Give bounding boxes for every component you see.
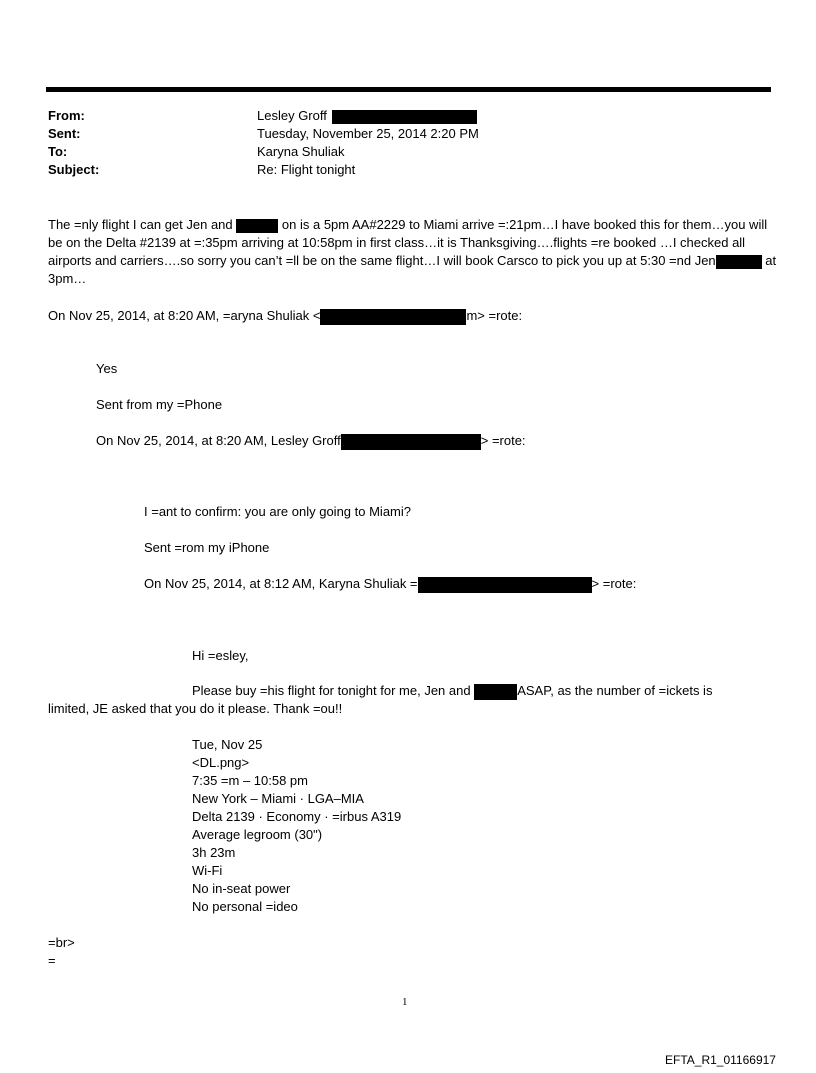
flight-line: No personal =ideo [192, 899, 298, 914]
quote-text: On Nov 25, 2014, at 8:20 AM, =aryna Shuliak < [48, 308, 321, 323]
trailing-markup: = [48, 953, 56, 968]
quote-text: On Nov 25, 2014, at 8:12 AM, Karyna Shuliak = [144, 576, 418, 591]
flight-line: Tue, Nov 25 [192, 737, 263, 752]
request-line-2: limited, JE asked that you do it please. Thank =ou!! [48, 701, 343, 716]
flight-line: Delta 2139 · Economy · =irbus A319 [192, 809, 402, 824]
flight-line: 3h 23m [192, 845, 236, 860]
quote-text: > =rote: [591, 576, 637, 591]
request-line-1 [192, 683, 712, 700]
page-number: 1 [402, 996, 408, 1008]
sent-value: Tuesday, November 25, 2014 2:20 PM [257, 126, 479, 141]
redaction-block [716, 255, 762, 269]
redaction-block [236, 219, 278, 233]
redaction-block [332, 110, 477, 124]
quote-text: On Nov 25, 2014, at 8:20 AM, Lesley Groff [96, 433, 341, 448]
from-value [257, 108, 477, 124]
flight-line: Wi-Fi [192, 863, 223, 878]
subject-label: Subject: [48, 162, 100, 177]
flight-line: No in-seat power [192, 881, 291, 896]
quote-text: m> =rote: [466, 308, 523, 323]
to-value: Karyna Shuliak [257, 144, 345, 159]
confirm-text: I =ant to confirm: you are only going to Miami? [144, 504, 411, 519]
sent-label: Sent: [48, 126, 81, 141]
body-paragraph [48, 216, 778, 288]
body-text: on is a 5pm AA#2229 to Miami arrive =:21pm…I have booked this for them…you will be on the Delta #2139 at =:35pm arriving at 10:58pm in first class…it is Thanksgiving….flights =re booked …I checked all airports and carriers….so sorry you can’t =ll be on the same flight…I will book Carsco to pick you up at 5:30 =nd Jen [48, 217, 768, 268]
from-name: Lesley Groff [257, 108, 327, 123]
flight-line: 7:35 =m – 10:58 pm [192, 773, 308, 788]
subject-value: Re: Flight tonight [257, 162, 356, 177]
from-label: From: [48, 108, 85, 123]
signature-1: Sent from my =Phone [96, 397, 223, 412]
quote-header-2 [96, 433, 526, 450]
redaction-block [418, 577, 592, 593]
redaction-block [320, 309, 466, 325]
quote-header-1 [48, 308, 522, 325]
request-text: ASAP, as the number of =ickets is [517, 683, 713, 698]
flight-line: Average legroom (30") [192, 827, 323, 842]
reply-yes: Yes [96, 361, 118, 376]
body-text: at 3pm… [48, 253, 777, 286]
quote-text: > =rote: [480, 433, 526, 448]
to-label: To: [48, 144, 68, 159]
body-text: The =nly flight I can get Jen and [48, 217, 233, 232]
flight-line: New York – Miami · LGA–MIA [192, 791, 364, 806]
trailing-markup: =br> [48, 935, 75, 950]
redaction-block [341, 434, 481, 450]
flight-line: <DL.png> [192, 755, 250, 770]
quote-header-3 [144, 576, 636, 593]
document-id: EFTA_R1_01166917 [665, 1053, 776, 1067]
signature-2: Sent =rom my iPhone [144, 540, 270, 555]
redaction-block [474, 684, 517, 700]
header-rule [46, 87, 771, 92]
request-text: Please buy =his flight for tonight for me, Jen and [192, 683, 471, 698]
greeting: Hi =esley, [192, 648, 249, 663]
